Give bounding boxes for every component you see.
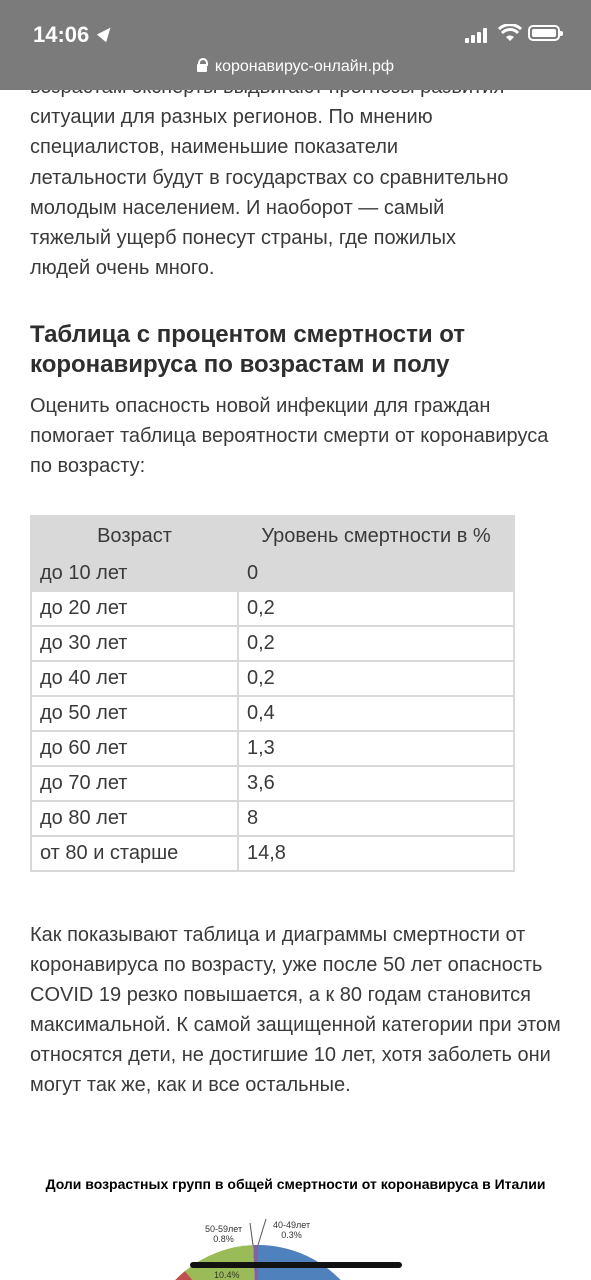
section-heading: Таблица с процентом смертности от коронавируса по возрастам и полу <box>30 321 466 378</box>
chart-title: Доли возрастных групп в общей смертности от коронавируса в Италии <box>45 1176 546 1192</box>
table-row <box>31 836 514 871</box>
table-cell: до 30 лет <box>31 626 238 661</box>
location-arrow-icon <box>97 24 115 42</box>
pie-label-40-49 <box>273 1220 310 1240</box>
table-row <box>31 731 514 766</box>
table-cell: до 60 лет <box>31 731 238 766</box>
intro-paragraph <box>30 72 565 283</box>
table-row <box>31 626 514 661</box>
label-leader-line <box>258 1219 266 1245</box>
conclusion-paragraph: Как показывают таблица и диаграммы смертности от коронавируса по возрасту, уже после 50 лет опасность COVID 19 резко повышается, а к 80 годам становится максимальной. К самой защищенной категории при этом относятся дети, не достигшие 10 лет, хотя заболеть они могут так же, как и все остальные. <box>30 924 561 1096</box>
table-cell: 0,4 <box>238 696 514 731</box>
table-header-row <box>31 516 514 556</box>
table-cell: до 80 лет <box>31 801 238 836</box>
pie-label-text: 50-59лет <box>205 1224 243 1234</box>
table-cell: до 70 лет <box>31 766 238 801</box>
pie-label-value: 10.4% <box>214 1270 240 1280</box>
intro-line: молодым населением. И наоборот — самый <box>30 196 445 219</box>
table-row <box>31 591 514 626</box>
table-cell: 1,3 <box>238 731 514 766</box>
table-row <box>31 661 514 696</box>
status-time: 14:06 <box>33 22 90 47</box>
table-row <box>31 801 514 836</box>
table-row <box>31 556 514 591</box>
url-text: коронавирус-онлайн.рф <box>214 58 395 75</box>
table-row <box>31 766 514 801</box>
mortality-table <box>30 515 515 872</box>
home-indicator[interactable] <box>190 1262 402 1268</box>
pie-label-50-59 <box>205 1224 242 1244</box>
intro-line: специалистов, наименьшие показатели <box>30 136 399 159</box>
intro-line: тяжелый ущерб понесут страны, где пожилых <box>30 227 456 250</box>
intro-line: людей очень много. <box>30 257 215 280</box>
table-row <box>31 696 514 731</box>
label-leader-line <box>250 1223 253 1245</box>
table-cell: 0,2 <box>238 626 514 661</box>
table-cell: до 20 лет <box>31 591 238 626</box>
pie-label-green <box>214 1270 240 1280</box>
table-cell: 0 <box>238 556 514 591</box>
table-cell: до 40 лет <box>31 661 238 696</box>
intro-line: ситуации для разных регионов. По мнению <box>30 106 433 129</box>
table-cell: 14,8 <box>238 836 514 871</box>
table-cell: 3,6 <box>238 766 514 801</box>
wifi-icon <box>498 24 522 42</box>
lock-icon <box>197 64 207 72</box>
address-bar[interactable] <box>0 58 591 76</box>
table-cell: от 80 и старше <box>31 836 238 871</box>
battery-icon <box>528 25 560 41</box>
browser-top-bar <box>0 0 591 90</box>
table-cell: до 10 лет <box>31 556 238 591</box>
table-header: Возраст <box>31 516 238 556</box>
pie-label-text: 40-49лет <box>273 1220 311 1230</box>
lead-paragraph: Оценить опасность новой инфекции для граждан помогает таблица вероятности смерти от коронавируса по возрасту: <box>30 395 549 477</box>
table-cell: 0,2 <box>238 591 514 626</box>
table-cell: 0,2 <box>238 661 514 696</box>
cellular-signal-icon <box>465 27 493 43</box>
intro-line: летальности будут в государствах со сравнительно <box>30 166 509 189</box>
pie-label-value: 0.3% <box>281 1230 302 1240</box>
table-cell: 8 <box>238 801 514 836</box>
table-cell: до 50 лет <box>31 696 238 731</box>
table-header: Уровень смертности в % <box>238 516 514 556</box>
pie-label-value: 0.8% <box>213 1234 234 1244</box>
